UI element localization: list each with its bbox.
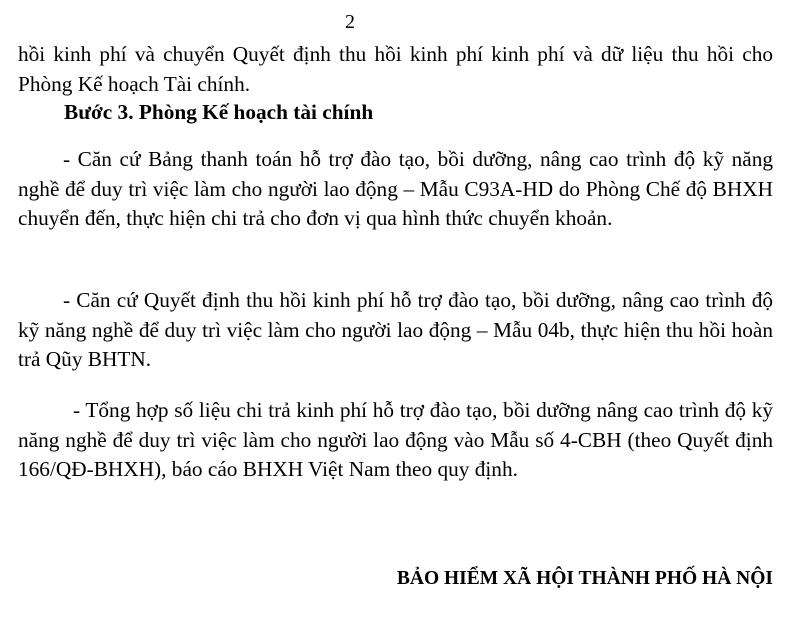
paragraph-payment: - Căn cứ Bảng thanh toán hỗ trợ đào tạo, bồi dưỡng, nâng cao trình độ kỹ năng nghề để duy trì việc làm cho người lao động – Mẫu C93A-HD do Phòng Chế độ BHXH chuyển đến, thực hiện chi trả cho đơn vị qua hình thức chuyển khoản.: [18, 147, 773, 230]
intro-paragraph: hồi kinh phí và chuyển Quyết định thu hồi kinh phí kinh phí và dữ liệu thu hồi cho Phòng Kế hoạch Tài chính.: [18, 42, 773, 96]
page-number: 2: [345, 11, 355, 33]
paragraph-summary: - Tổng hợp số liệu chi trả kinh phí hỗ trợ đào tạo, bồi dưỡng nâng cao trình độ kỹ năng nghề để duy trì việc làm cho người lao động vào Mẫu số 4-CBH (theo Quyết định 166/QĐ-BHXH), báo cáo BHXH Việt Nam theo quy định.: [18, 398, 773, 481]
paragraph-recovery: - Căn cứ Quyết định thu hồi kinh phí hỗ trợ đào tạo, bồi dưỡng, nâng cao trình độ kỹ năng nghề để duy trì việc làm cho người lao động – Mẫu 04b, thực hiện thu hồi hoàn trả Qũy BHTN.: [18, 288, 773, 371]
signature-organization: BẢO HIỂM XÃ HỘI THÀNH PHỐ HÀ NỘI: [396, 568, 773, 589]
step-heading: Bước 3. Phòng Kế hoạch tài chính: [64, 100, 374, 124]
